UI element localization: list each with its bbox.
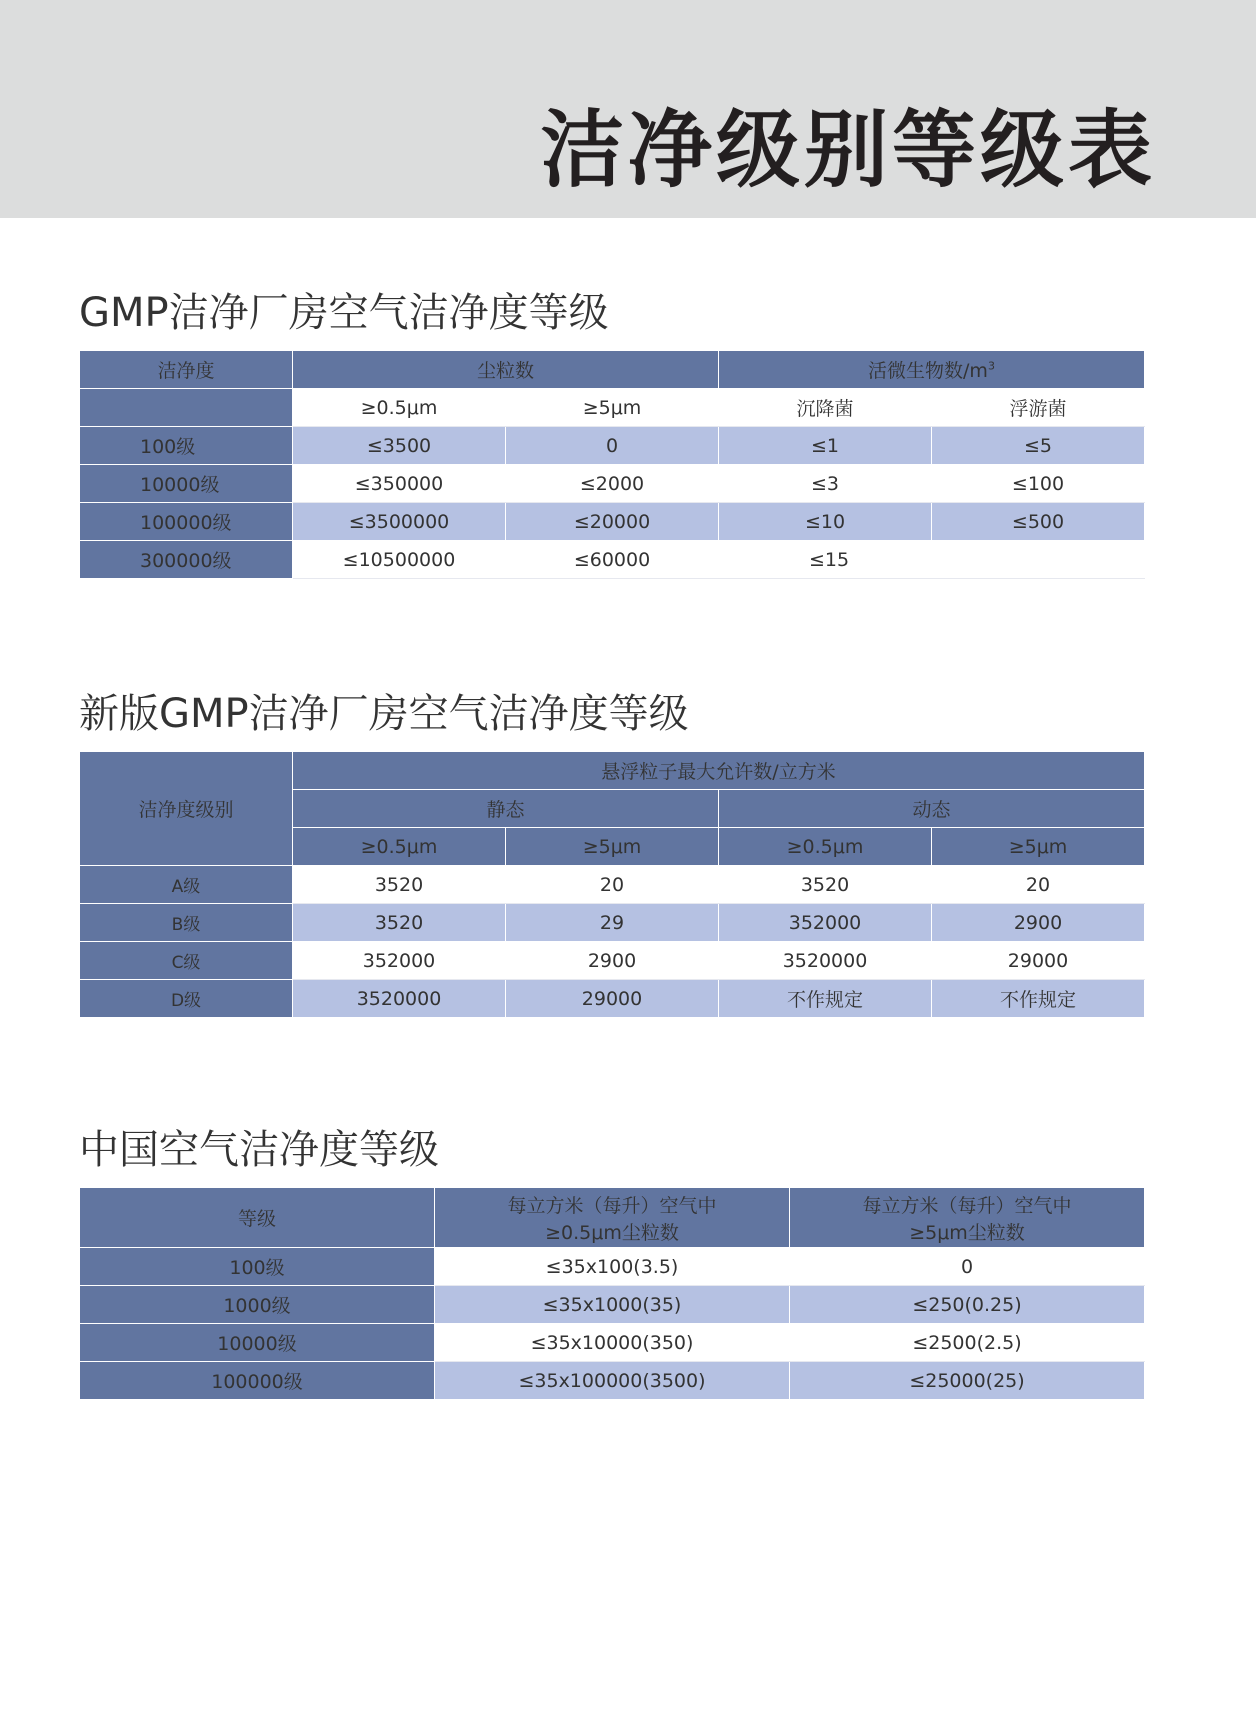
sub-header: ≥5μm [506, 828, 719, 866]
cell: 3520 [293, 904, 506, 942]
section-2-title: 新版GMP洁净厂房空气洁净度等级 [79, 691, 689, 737]
cell: ≤25000(25) [790, 1362, 1145, 1400]
header-microbes [719, 351, 1145, 389]
table-row [80, 1362, 1145, 1400]
row-grade: 10000级 [80, 1324, 435, 1362]
row-grade: B级 [80, 904, 293, 942]
header-empty [80, 389, 293, 427]
cell: ≤500 [932, 503, 1145, 541]
header-static: 静态 [293, 790, 719, 828]
table-row [80, 427, 1145, 465]
sub-header: ≥5μm [506, 389, 719, 427]
cell: ≤250(0.25) [790, 1286, 1145, 1324]
header-max-particles: 悬浮粒子最大允许数/立方米 [293, 752, 1145, 790]
section-3-title: 中国空气洁净度等级 [79, 1127, 439, 1173]
cell: ≤2000 [506, 465, 719, 503]
table-row [80, 1248, 1145, 1286]
table-row [80, 942, 1145, 980]
cell: 352000 [719, 904, 932, 942]
cell: 29000 [506, 980, 719, 1018]
cell: ≤35x100000(3500) [435, 1362, 790, 1400]
table-row [80, 980, 1145, 1018]
row-grade: 100000级 [80, 1362, 435, 1400]
row-grade: 300000级 [80, 541, 293, 579]
cell: 3520 [293, 866, 506, 904]
cell: 3520000 [293, 980, 506, 1018]
cell: 0 [790, 1248, 1145, 1286]
header-col1-line2: ≥0.5μm尘粒数 [545, 1221, 679, 1244]
header-col2-line1: 每立方米（每升）空气中 [862, 1194, 1072, 1217]
row-grade: 100级 [80, 1248, 435, 1286]
new-gmp-cleanliness-table [79, 751, 1145, 1018]
cell: ≤60000 [506, 541, 719, 579]
header-microbes-sup: 3 [987, 359, 995, 373]
cell: 不作规定 [719, 980, 932, 1018]
row-grade: C级 [80, 942, 293, 980]
page-title: 洁净级别等级表 [539, 101, 1156, 199]
row-grade: D级 [80, 980, 293, 1018]
row-grade: 100000级 [80, 503, 293, 541]
cell: ≤20000 [506, 503, 719, 541]
sub-header: ≥5μm [932, 828, 1145, 866]
table-row [80, 1286, 1145, 1324]
cell: 0 [506, 427, 719, 465]
cell: 352000 [293, 942, 506, 980]
sub-header: 浮游菌 [932, 389, 1145, 427]
header-col2-line2: ≥5μm尘粒数 [909, 1221, 1025, 1244]
header-col1 [435, 1188, 790, 1248]
row-grade: 10000级 [80, 465, 293, 503]
header-col1-line1: 每立方米（每升）空气中 [507, 1194, 717, 1217]
cell: 不作规定 [932, 980, 1145, 1018]
cell: ≤10 [719, 503, 932, 541]
sub-header: ≥0.5μm [719, 828, 932, 866]
cell: ≤100 [932, 465, 1145, 503]
cell: ≤35x1000(35) [435, 1286, 790, 1324]
sub-header: ≥0.5μm [293, 828, 506, 866]
cell: ≤3 [719, 465, 932, 503]
cell: 20 [932, 866, 1145, 904]
gmp-cleanliness-table [79, 350, 1145, 579]
header-dynamic: 动态 [719, 790, 1145, 828]
sub-header: 沉降菌 [719, 389, 932, 427]
table-row [80, 904, 1145, 942]
table-row [80, 503, 1145, 541]
header-col2 [790, 1188, 1145, 1248]
table-row [80, 866, 1145, 904]
china-cleanliness-table [79, 1187, 1145, 1400]
cell: ≤5 [932, 427, 1145, 465]
header-cleanliness: 洁净度 [80, 351, 293, 389]
table-row [80, 1324, 1145, 1362]
header-microbes-text: 活微生物数/m [868, 360, 988, 382]
cell: ≤35x10000(350) [435, 1324, 790, 1362]
row-grade: 100级 [80, 427, 293, 465]
cell: ≤15 [719, 541, 1145, 579]
cell: 29 [506, 904, 719, 942]
cell: 2900 [932, 904, 1145, 942]
table-row [80, 465, 1145, 503]
cell: 3520000 [719, 942, 932, 980]
cell: 20 [506, 866, 719, 904]
cell: 29000 [932, 942, 1145, 980]
row-grade: 1000级 [80, 1286, 435, 1324]
cell: 2900 [506, 942, 719, 980]
header-particles: 尘粒数 [293, 351, 719, 389]
cell: 3520 [719, 866, 932, 904]
cell: ≤35x100(3.5) [435, 1248, 790, 1286]
section-1-title: GMP洁净厂房空气洁净度等级 [79, 290, 609, 336]
table-row [80, 541, 1145, 579]
header-band [0, 0, 1256, 218]
cell: ≤1 [719, 427, 932, 465]
header-grade: 等级 [80, 1188, 435, 1248]
cell: ≤2500(2.5) [790, 1324, 1145, 1362]
cell: ≤350000 [293, 465, 506, 503]
cell: ≤10500000 [293, 541, 506, 579]
sub-header: ≥0.5μm [293, 389, 506, 427]
cell: ≤3500000 [293, 503, 506, 541]
cell: ≤3500 [293, 427, 506, 465]
header-level: 洁净度级别 [80, 752, 293, 866]
row-grade: A级 [80, 866, 293, 904]
